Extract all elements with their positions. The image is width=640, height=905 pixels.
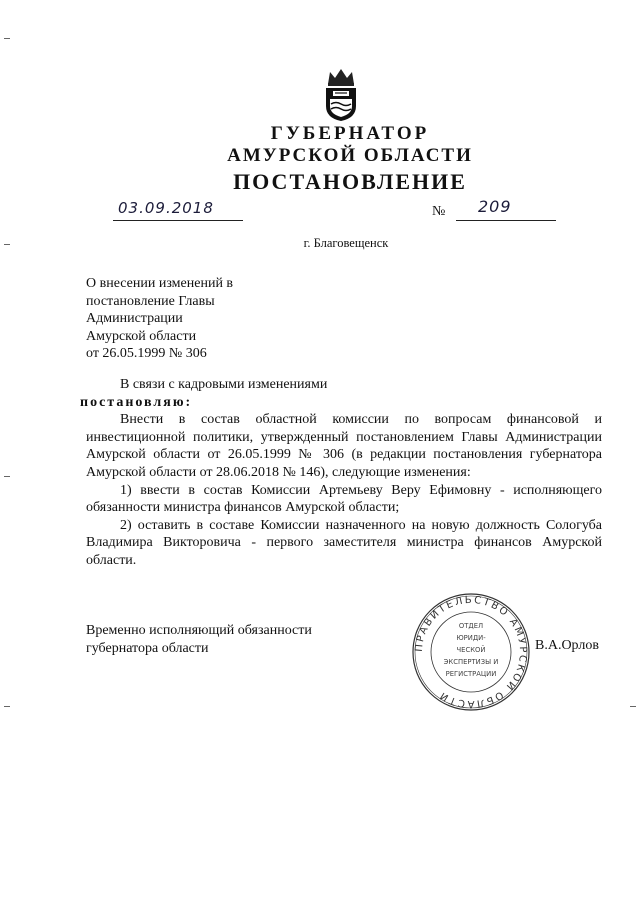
region-title: АМУРСКОЙ ОБЛАСТИ — [227, 145, 473, 166]
paragraph-item-2: 2) оставить в составе Комиссии назначенного на новую должность Сологуба Владимира Викторовича - первого заместителя министра финансов Амурской области. — [86, 517, 602, 568]
amur-coat-of-arms-icon — [323, 66, 359, 122]
scan-margin-mark — [630, 706, 636, 707]
city: г. Благовещенск — [303, 236, 389, 250]
paragraph-item-1: 1) ввести в состав Комиссии Артемьеву Веру Ефимовну - исполняющего обязанности министра финансов Амурской области; — [86, 482, 602, 516]
subject-line: постановление Главы — [86, 293, 215, 309]
governor-title: ГУБЕРНАТОР — [270, 123, 430, 144]
stamp-outer-text: ПРАВИТЕЛЬСТВО АМУРСКОЙ ОБЛАСТИ — [413, 594, 529, 710]
number-label: № — [432, 204, 446, 219]
stamp-inner-line: РЕГИСТРАЦИИ — [445, 670, 497, 678]
stamp-inner-line: ЧЕСКОЙ — [456, 646, 486, 654]
subject-line: Администрации — [86, 311, 183, 326]
document-number: 209 — [478, 197, 512, 216]
signatory-name: В.А.Орлов — [535, 638, 599, 653]
official-stamp — [411, 591, 531, 713]
document-date: 03.09.2018 — [118, 199, 214, 217]
intro-paragraph: В связи с кадровыми изменениями — [120, 377, 328, 392]
position-line: Временно исполняющий обязанности — [86, 623, 312, 638]
stamp-inner-line: ЮРИДИ- — [456, 634, 486, 642]
stamp-inner-line: ОТДЕЛ — [458, 622, 484, 630]
document-subject — [86, 275, 346, 363]
subject-line: Амурской области — [86, 328, 197, 344]
position-line: губернатора области — [86, 640, 209, 656]
paragraph-main: Внести в состав областной комиссии по вопросам финансовой и инвестиционной политики, утвержденный постановлением Главы Администрации Амурской области от 26.05.1999 № 306 (в редакции постановления губернатора Амурской области от 28.06.2018 № 146), следующие изменения: — [86, 412, 602, 480]
scan-margin-mark — [4, 38, 10, 39]
subject-line: от 26.05.1999 № 306 — [86, 346, 207, 361]
document-body — [80, 376, 602, 570]
scan-margin-mark — [4, 476, 10, 477]
scan-margin-mark — [4, 244, 10, 245]
signatory-position — [86, 622, 386, 657]
stamp-inner-line: ЭКСПЕРТИЗЫ И — [443, 658, 499, 666]
subject-line: О внесении изменений в — [86, 276, 234, 291]
decree-word: постановляю: — [80, 394, 193, 410]
document-type: ПОСТАНОВЛЕНИЕ — [233, 169, 467, 194]
scan-margin-mark — [4, 706, 10, 707]
